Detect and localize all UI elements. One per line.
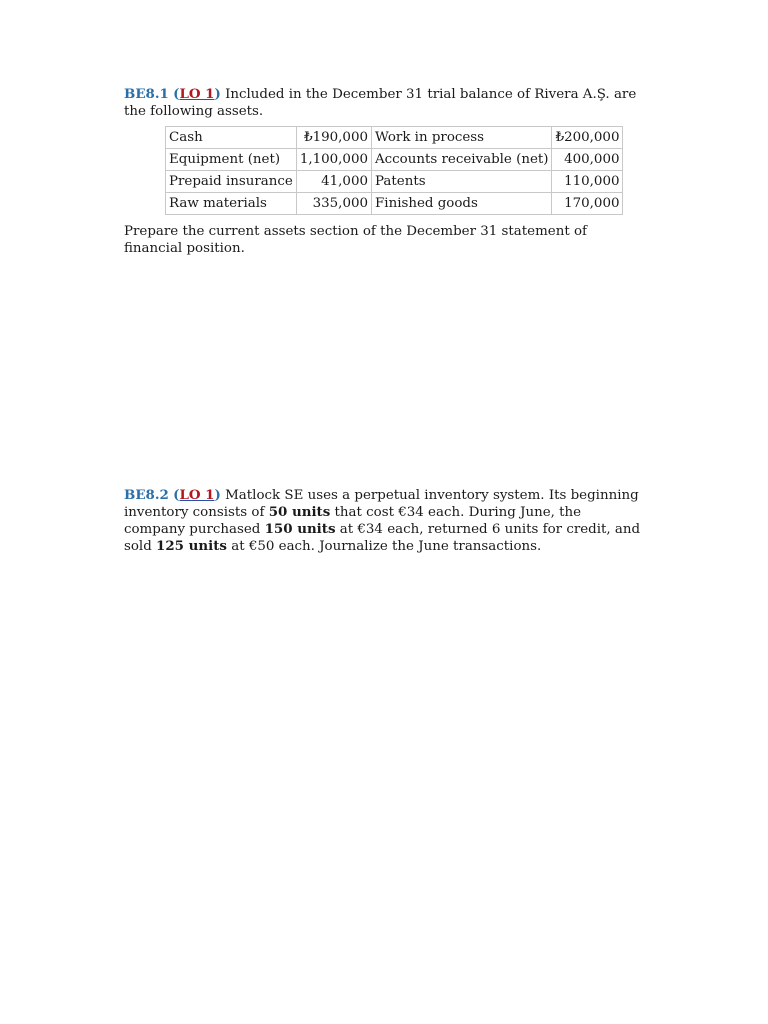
- exercise-1-id: BE8.1: [124, 86, 169, 102]
- exercise-be8-1: [124, 86, 644, 257]
- exercise-1-instruction: Prepare the current assets section of the December 31 statement of financial position.: [124, 224, 587, 256]
- asset-label: Equipment (net): [166, 149, 297, 171]
- asset-value: 170,000: [552, 193, 623, 215]
- asset-label: Prepaid insurance: [166, 171, 297, 193]
- asset-label: Patents: [372, 171, 552, 193]
- table-row: [166, 149, 623, 171]
- asset-value: 400,000: [552, 149, 623, 171]
- asset-value: 110,000: [552, 171, 623, 193]
- exercise-2-lo-link[interactable]: LO 1: [179, 487, 215, 503]
- exercise-2-lo-open: (: [173, 487, 180, 503]
- asset-label: Finished goods: [372, 193, 552, 215]
- asset-value: 41,000: [296, 171, 371, 193]
- exercise-1-intro: [124, 86, 644, 120]
- asset-label: Work in process: [372, 127, 552, 149]
- exercise-2-units-2: 150 units: [264, 521, 336, 537]
- exercise-2-lo-close: ): [214, 487, 221, 503]
- exercise-2-units-3: 125 units: [156, 538, 227, 554]
- exercise-2-text-part-2: that cost €34 each. During June, the company purchased: [124, 505, 582, 537]
- exercise-be8-2: [124, 487, 644, 555]
- exercise-2-units-1: 50 units: [268, 504, 331, 520]
- exercise-1-intro-text: Included in the December 31 trial balance of Rivera A.Ş. are the following assets.: [124, 87, 637, 119]
- asset-label: Raw materials: [166, 193, 297, 215]
- asset-value: 335,000: [296, 193, 371, 215]
- asset-value: ₺200,000: [552, 127, 623, 149]
- exercise-2-text: [124, 487, 644, 555]
- exercise-2-text-part-3: at €34 each, returned 6 units for credit, and sold: [124, 522, 641, 554]
- asset-value: ₺190,000: [296, 127, 371, 149]
- exercise-1-lo-link[interactable]: LO 1: [179, 86, 215, 102]
- table-row: [166, 171, 623, 193]
- asset-label: Accounts receivable (net): [372, 149, 552, 171]
- exercise-1-lo-close: ): [214, 86, 221, 102]
- assets-table: [165, 126, 623, 215]
- table-row: [166, 193, 623, 215]
- exercise-2-text-part-4: at €50 each. Journalize the June transactions.: [226, 539, 542, 554]
- exercise-2-text-part-1: Matlock SE uses a perpetual inventory system. Its beginning inventory consists of: [124, 488, 639, 520]
- exercise-2-id: BE8.2: [124, 487, 169, 503]
- asset-value: 1,100,000: [296, 149, 371, 171]
- table-row: [166, 127, 623, 149]
- exercise-1-lo-open: (: [173, 86, 180, 102]
- asset-label: Cash: [166, 127, 297, 149]
